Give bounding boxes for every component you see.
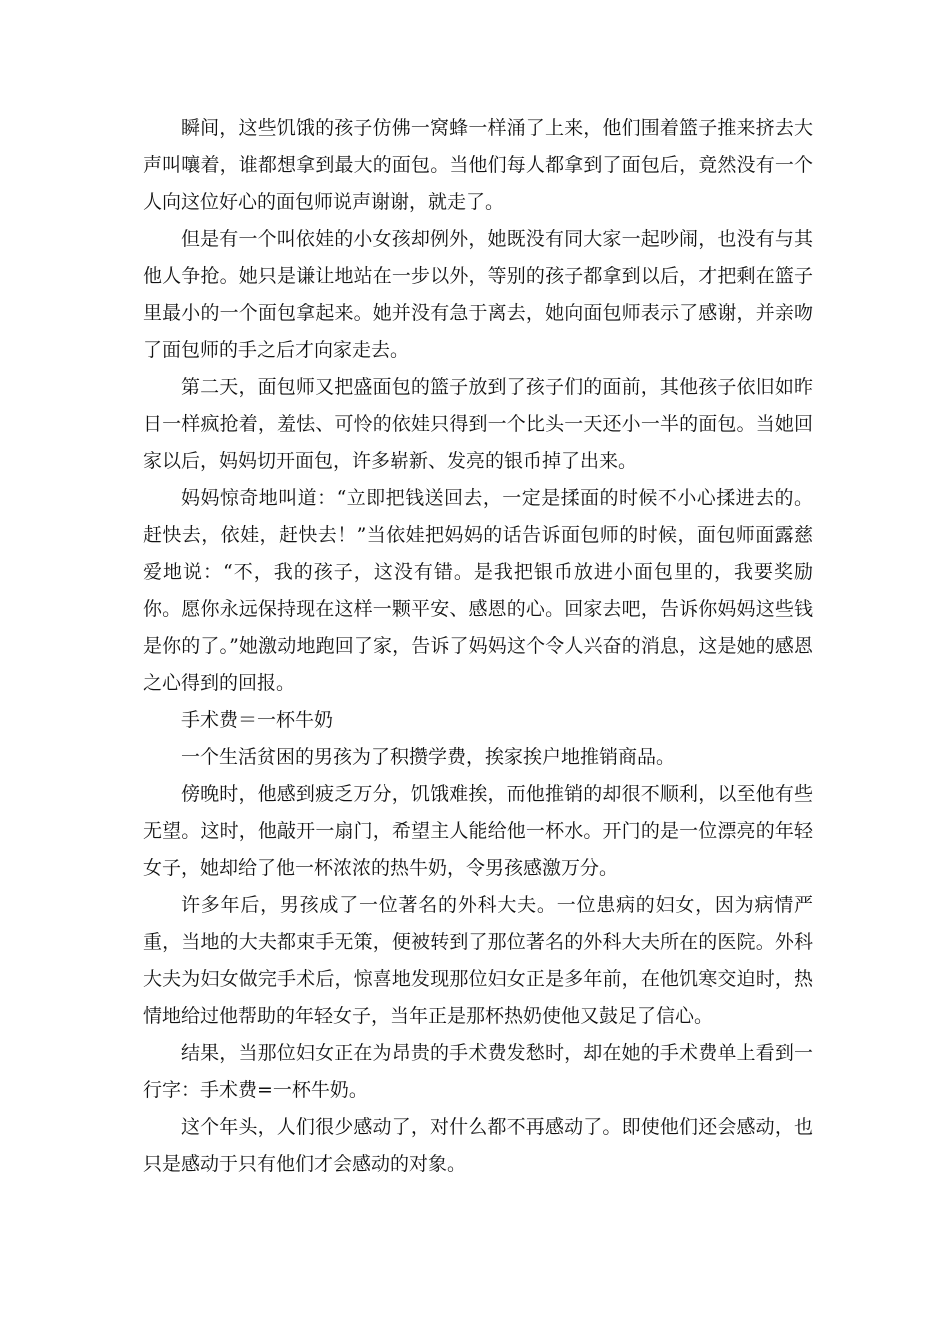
document-body xyxy=(143,110,813,1183)
paragraph-1: 瞬间，这些饥饿的孩子仿佛一窝蜂一样涌了上来，他们围着篮子推来挤去大声叫嚷着，谁都想拿到最大的面包。当他们每人都拿到了面包后，竟然没有一个人向这位好心的面包师说声谢谢，就走了。 xyxy=(143,117,813,213)
paragraph-7: 许多年后，男孩成了一位著名的外科大夫。一位患病的妇女，因为病情严重，当地的大夫都束手无策，便被转到了那位著名的外科大夫所在的医院。外科大夫为妇女做完手术后，惊喜地发现那位妇女正是多年前，在他饥寒交迫时，热情地给过他帮助的年轻女子，当年正是那杯热奶使他又鼓足了信心。 xyxy=(143,894,813,1027)
paragraph-4: 妈妈惊奇地叫道：“立即把钱送回去，一定是揉面的时候不小心揉进去的。赶快去，依娃，赶快去！”当依娃把妈妈的话告诉面包师的时候，面包师面露慈爱地说：“不，我的孩子，这没有错。是我把银币放进小面包里的，我要奖励你。愿你永远保持现在这样一颗平安、感恩的心。回家去吧，告诉你妈妈这些钱是你的了。”她激动地跑回了家，告诉了妈妈这个令人兴奋的消息，这是她的感恩之心得到的回报。 xyxy=(143,487,813,694)
section-heading: 手术费＝一杯牛奶 xyxy=(181,709,334,731)
paragraph-3: 第二天，面包师又把盛面包的篮子放到了孩子们的面前，其他孩子依旧如昨日一样疯抢着，羞怯、可怜的依娃只得到一个比头一天还小一半的面包。当她回家以后，妈妈切开面包，许多崭新、发亮的银币掉了出来。 xyxy=(143,376,813,472)
paragraph-6: 傍晚时，他感到疲乏万分，饥饿难挨，而他推销的却很不顺利，以至他有些无望。这时，他敲开一扇门，希望主人能给他一杯水。开门的是一位漂亮的年轻女子，她却给了他一杯浓浓的热牛奶，令男孩感激万分。 xyxy=(143,783,813,879)
paragraph-2: 但是有一个叫依娃的小女孩却例外，她既没有同大家一起吵闹，也没有与其他人争抢。她只是谦让地站在一步以外，等别的孩子都拿到以后，才把剩在篮子里最小的一个面包拿起来。她并没有急于离去，她向面包师表示了感谢，并亲吻了面包师的手之后才向家走去。 xyxy=(143,228,813,361)
paragraph-5: 一个生活贫困的男孩为了积攒学费，挨家挨户地推销商品。 xyxy=(181,746,676,768)
paragraph-9: 这个年头，人们很少感动了，对什么都不再感动了。即使他们还会感动，也只是感动于只有他们才会感动的对象。 xyxy=(143,1116,813,1175)
paragraph-8: 结果，当那位妇女正在为昂贵的手术费发愁时，却在她的手术费单上看到一行字：手术费=一杯牛奶。 xyxy=(143,1042,813,1101)
